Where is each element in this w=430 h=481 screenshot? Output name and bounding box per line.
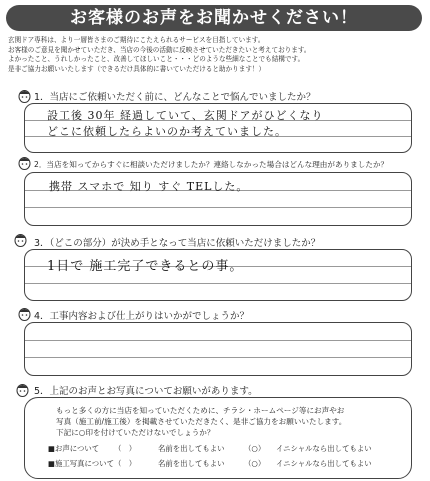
consent-item: ■お声について [48, 444, 100, 453]
answer-1-line-2: どこに依頼したらよいのか考えていました。 [47, 125, 287, 138]
consent-option-initial: イニシャルなら出してもよい [276, 444, 372, 453]
request-line: もっと多くの方に当店を知っていただくために、チラシ・ホームページ等にお声やお [56, 406, 345, 415]
answer-box-3 [24, 249, 412, 301]
face-icon [18, 88, 31, 103]
answer-box-4 [24, 322, 412, 376]
consent-mark-initial[interactable]: （○） [244, 459, 266, 468]
question-2-label: 2．当店を知ってからすぐに相談いただけましたか？連絡しなかった場合はどんな理由がありましたか？ [34, 160, 389, 169]
intro-text [8, 36, 424, 74]
answer-box-1 [24, 103, 412, 153]
answer-line [25, 357, 411, 358]
question-4-label: 4．工事内容および仕上がりはいかがでしょうか？ [34, 311, 250, 322]
answer-2-line-1: 携帯 スマホで 知り すぐ TELした。 [49, 180, 249, 193]
intro-line: よかったこと、うれしかったこと、改善してほしいこと・・・どのような些細なことでも結構です。 [8, 55, 305, 64]
answer-1-line-1: 設工後 30年 経過していて、玄関ドアがひどくなり [47, 109, 324, 122]
face-icon [18, 306, 31, 321]
answer-line [25, 340, 411, 341]
request-text [56, 405, 396, 438]
consent-mark-name[interactable]: （ ） [114, 459, 137, 468]
request-line: 写真（施工前/施工後）を掲載させていただきたく、是非ご協力をお願いいたします。 [56, 417, 347, 426]
question-1-label: 1．当店にご依頼いただく前に、どんなことで悩んでいましたか？ [34, 92, 316, 103]
answer-3-line-1: 1日で 施工完了できるとの事。 [47, 259, 244, 274]
page-title: お客様のお声をお聞かせください！ [6, 5, 422, 31]
consent-option-name: 名前を出してもよい [158, 444, 225, 453]
answer-line [25, 283, 411, 284]
face-icon [16, 382, 29, 397]
face-icon [14, 232, 27, 247]
consent-item: ■施工写真について [48, 459, 114, 468]
answer-line [25, 207, 411, 208]
face-icon [18, 155, 31, 170]
question-3-label: 3．（どこの部分）が決め手となって当店に依頼いただけましたか？ [34, 238, 321, 249]
consent-option-name: 名前を出してもよい [158, 459, 225, 468]
consent-mark-initial[interactable]: （○） [244, 444, 266, 453]
consent-option-initial: イニシャルなら出してもよい [276, 459, 372, 468]
consent-mark-name[interactable]: （ ） [114, 444, 137, 453]
intro-line: 是非ご協力お願いいたします（できるだけ具体的に書いていただけると助かります！） [8, 64, 266, 73]
intro-line: お客様のご意見を聞かせていただき、当店の今後の活動に反映させていただきたいと考えております。 [8, 45, 311, 54]
request-line: 下記に○印を付けていただけないでしょうか？ [56, 428, 215, 437]
intro-line: 玄関ドア専科は、より一層皆さまのご期待にこたえられるサービスを目指しています。 [8, 36, 265, 44]
answer-box-2 [24, 172, 412, 226]
question-5-label: 5．上記のお声とお写真についてお願いがあります。 [34, 386, 258, 397]
